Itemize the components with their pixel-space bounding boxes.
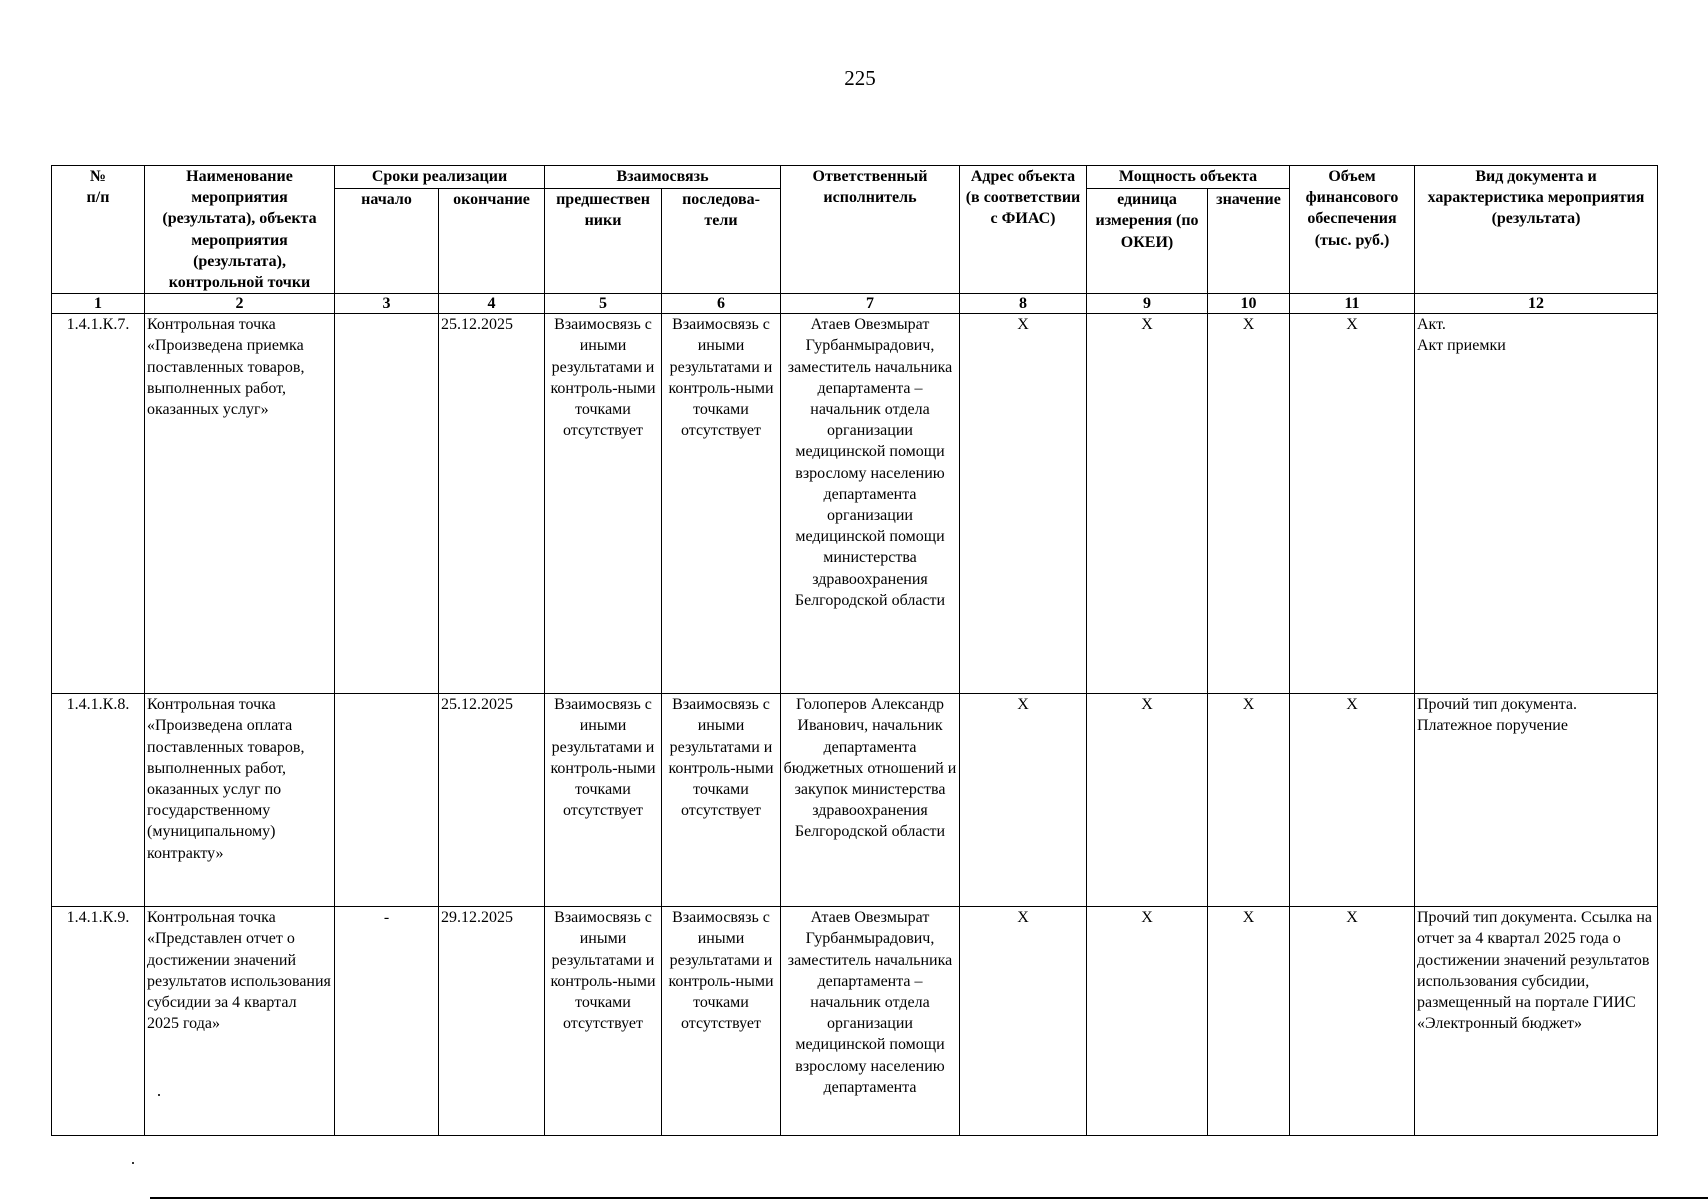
header-start: начало [335,189,439,294]
header-no: № п/п [52,166,145,294]
column-number: 1 [52,294,145,314]
column-number: 7 [781,294,960,314]
row-document: Акт. Акт приемки [1415,314,1658,694]
row-successors: Взаимосвязь с иными результатами и контроль-ными точками отсутствует [662,694,781,907]
header-financing: Объем финансового обеспечения (тыс. руб.) [1290,166,1415,294]
header-successors: последова- тели [662,189,781,294]
row-predecessors: Взаимосвязь с иными результатами и контроль-ными точками отсутствует [545,314,662,694]
table-row [52,907,1658,1136]
column-number: 12 [1415,294,1658,314]
row-unit: X [1087,907,1208,1136]
header-end: окончание [439,189,545,294]
row-end: 25.12.2025 [439,314,545,694]
row-value: X [1208,907,1290,1136]
row-end: 29.12.2025 [439,907,545,1136]
header-value: значение [1208,189,1290,294]
row-successors: Взаимосвязь с иными результатами и контроль-ными точками отсутствует [662,314,781,694]
header-predecessors: предшествен ники [545,189,662,294]
column-number: 11 [1290,294,1415,314]
header-responsible: Ответственный исполнитель [781,166,960,294]
column-number-row [52,294,1658,314]
header-srok-group: Сроки реализации [335,166,545,189]
row-start [335,694,439,907]
column-number: 8 [960,294,1087,314]
row-financing: X [1290,694,1415,907]
row-unit: X [1087,314,1208,694]
header-document: Вид документа и характеристика мероприятия (результата) [1415,166,1658,294]
table-row [52,314,1658,694]
header-unit: единица измерения (по ОКЕИ) [1087,189,1208,294]
row-responsible: Атаев Овезмырат Гурбанмырадович, заместитель начальника департамента – начальник отдела организации медицинской помощи взрослому населению департамента организации медицинской помощи министерства здравоохранения Белгородской области [781,314,960,694]
row-unit: X [1087,694,1208,907]
header-moshn-group: Мощность объекта [1087,166,1290,189]
row-document: Прочий тип документа. Платежное поручение [1415,694,1658,907]
row-start: - [335,907,439,1136]
row-number: 1.4.1.К.9. [52,907,145,1136]
scan-speck [132,1162,134,1164]
column-number: 6 [662,294,781,314]
column-number: 4 [439,294,545,314]
row-start [335,314,439,694]
table-row [52,694,1658,907]
row-predecessors: Взаимосвязь с иными результатами и контроль-ными точками отсутствует [545,694,662,907]
header-name: Наименование мероприятия (результата), объекта мероприятия (результата), контрольной точки [145,166,335,294]
column-number: 9 [1087,294,1208,314]
row-address: X [960,907,1087,1136]
page-number: 225 [844,66,876,90]
column-number: 3 [335,294,439,314]
row-document: Прочий тип документа. Ссылка на отчет за 4 квартал 2025 года о достижении значений результатов использования субсидии, размещенный на портале ГИИС «Электронный бюджет» [1415,907,1658,1136]
row-value: X [1208,694,1290,907]
row-value: X [1208,314,1290,694]
row-address: X [960,314,1087,694]
header-address: Адрес объекта (в соответствии с ФИАС) [960,166,1087,294]
row-successors: Взаимосвязь с иными результатами и контроль-ными точками отсутствует [662,907,781,1136]
row-financing: X [1290,907,1415,1136]
column-number: 10 [1208,294,1290,314]
row-address: X [960,694,1087,907]
row-number: 1.4.1.К.8. [52,694,145,907]
row-name: Контрольная точка «Произведена оплата поставленных товаров, выполненных работ, оказанных услуг по государственному (муниципальному) контракту» [145,694,335,907]
row-responsible: Голоперов Александр Иванович, начальник департамента бюджетных отношений и закупок министерства здравоохранения Белгородской области [781,694,960,907]
activities-table [51,165,1658,1136]
page-bottom-border [150,1197,1708,1199]
header-vzaim-group: Взаимосвязь [545,166,781,189]
row-name: Контрольная точка «Произведена приемка поставленных товаров, выполненных работ, оказанных услуг» [145,314,335,694]
row-number: 1.4.1.К.7. [52,314,145,694]
column-number: 5 [545,294,662,314]
row-name: Контрольная точка «Представлен отчет о достижении значений результатов использования субсидии за 4 квартал 2025 года» [145,907,335,1136]
row-financing: X [1290,314,1415,694]
header-row-1 [52,166,1658,189]
row-end: 25.12.2025 [439,694,545,907]
column-number: 2 [145,294,335,314]
row-responsible: Атаев Овезмырат Гурбанмырадович, заместитель начальника департамента – начальник отдела организации медицинской помощи взрослому населению департамента [781,907,960,1136]
scan-speck [158,1094,160,1096]
row-predecessors: Взаимосвязь с иными результатами и контроль-ными точками отсутствует [545,907,662,1136]
